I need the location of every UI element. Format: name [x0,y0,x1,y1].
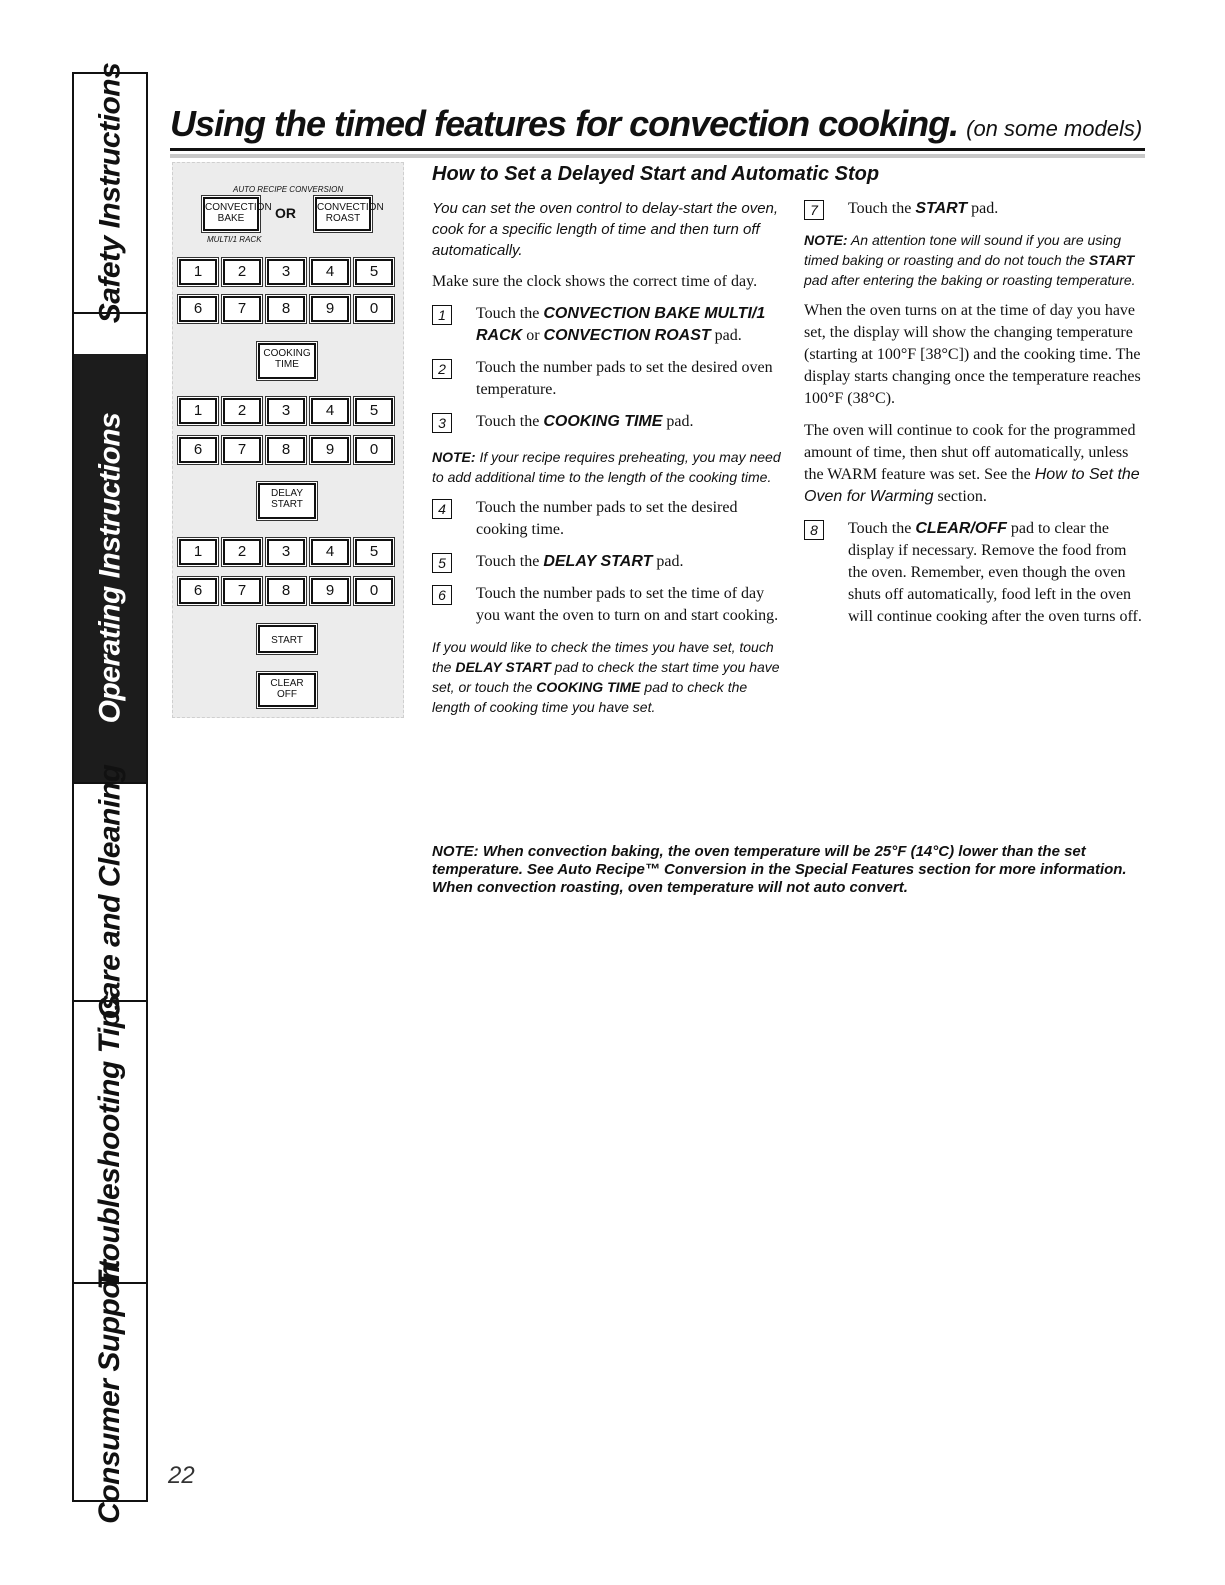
step-text: Touch the [476,553,544,570]
note-attention-tone [804,230,1142,290]
step-text: Touch the number pads to set the desired oven temperature. [476,359,773,398]
step-pad-name: CONVECTION ROAST [543,327,711,344]
step-7 [804,198,1142,220]
number-key-9[interactable]: 9 [311,296,349,322]
multi-rack-label: MULTI/1 RACK [207,235,262,244]
number-key-7[interactable]: 7 [223,578,261,604]
number-key-0[interactable]: 0 [355,296,393,322]
tab-troubleshooting-tips[interactable] [74,994,146,1290]
page-number: 22 [168,1462,195,1489]
step-number: 5 [432,553,452,573]
note-pad-name: COOKING TIME [536,679,641,695]
number-key-5[interactable]: 5 [355,398,393,424]
step-text: pad. [652,553,684,570]
clock-note: Make sure the clock shows the correct time of day. [432,273,758,290]
step-8 [804,518,1142,628]
tab-label: Safety Instructions [93,62,126,324]
delay-start-key[interactable]: DELAY START [258,483,316,519]
note-pad-name: START [1088,252,1135,268]
tab-label: Consumer Support [93,1260,127,1524]
step-text: or [522,327,544,344]
number-key-0[interactable]: 0 [355,578,393,604]
number-key-2[interactable]: 2 [223,398,261,424]
control-panel-illustration [172,162,404,718]
number-key-8[interactable]: 8 [267,578,305,604]
number-key-0[interactable]: 0 [355,437,393,463]
number-key-2[interactable]: 2 [223,539,261,565]
cooking-time-key[interactable]: COOKING TIME [258,343,316,379]
number-key-8[interactable]: 8 [267,296,305,322]
start-key[interactable]: START [258,625,316,653]
page-subtitle: (on some models) [966,116,1143,141]
step-number: 3 [432,413,452,433]
step-pad-name: CLEAR/OFF [915,520,1007,537]
number-key-4[interactable]: 4 [311,539,349,565]
note-text: An attention tone will sound if you are using timed baking or roasting and do not touch the [804,232,1121,268]
step-6 [432,583,782,627]
convection-roast-key[interactable]: CONVECTION ROAST [315,197,371,231]
number-key-4[interactable]: 4 [311,398,349,424]
number-key-8[interactable]: 8 [267,437,305,463]
check-times-note [432,637,782,717]
number-key-1[interactable]: 1 [179,259,217,285]
paragraph-text: The oven will continue to cook for the programmed amount of time, then shut off automatically, unless the WARM feature was set. See the [804,422,1136,483]
tab-care-and-cleaning[interactable] [74,764,146,1020]
instructions-column-left [432,198,782,727]
note-pad-name: DELAY START [455,659,551,675]
step-number: 8 [804,520,824,540]
number-key-9[interactable]: 9 [311,437,349,463]
step-text: pad. [662,413,694,430]
step-text: Touch the [848,520,916,537]
step-4 [432,497,782,541]
continue-paragraph [804,420,1142,508]
number-key-9[interactable]: 9 [311,578,349,604]
step-number: 7 [804,200,824,220]
number-key-6[interactable]: 6 [179,296,217,322]
number-key-6[interactable]: 6 [179,578,217,604]
step-text: pad. [967,200,999,217]
step-pad-name: DELAY START [543,553,653,570]
cross-reference-link[interactable]: How to Set the Oven for Warming [804,466,1140,505]
step-text: Touch the [476,413,544,430]
step-number: 4 [432,499,452,519]
page-title: Using the timed features for convection cooking. [170,103,959,144]
section-tab-bar [72,62,148,1524]
step-pad-name: START [915,200,968,217]
step-number: 6 [432,585,452,605]
step-text: Touch the number pads to set the time of day you want the oven to turn on and start cooking. [476,585,779,624]
number-key-4[interactable]: 4 [311,259,349,285]
paragraph-text: section. [933,488,987,505]
or-label: OR [275,205,296,221]
note-label: NOTE: [432,449,476,465]
step-2 [432,357,782,401]
convection-temperature-note: NOTE: When convection baking, the oven temperature will be 25°F (14°C) lower than the set temperature. See Auto Recipe™ Conversion in the Special Features section for more information. When convection roasting, oven temperature will not auto convert. [432,843,1127,896]
number-key-7[interactable]: 7 [223,296,261,322]
step-5 [432,551,782,573]
number-key-3[interactable]: 3 [267,398,305,424]
step-number: 2 [432,359,452,379]
note-label: NOTE: [804,232,848,248]
tab-label: Care and Cleaning [93,764,126,1020]
note-text: pad after entering the baking or roasting temperature. [804,272,1136,288]
section-heading: How to Set a Delayed Start and Automatic Stop [432,163,880,185]
note-preheating [432,447,782,487]
tab-safety-instructions[interactable] [74,62,146,324]
number-key-3[interactable]: 3 [267,539,305,565]
step-text: pad. [710,327,742,344]
page-header [170,103,1145,151]
header-rule [170,154,1145,158]
step-number: 1 [432,305,452,325]
intro-text: You can set the oven control to delay-start the oven, cook for a specific length of time and then turn off automatically. [432,200,779,259]
note-text: If you would like to check the times you have set, touch the [432,639,774,675]
auto-recipe-label: AUTO RECIPE CONVERSION [233,185,344,194]
convection-bake-key[interactable]: CONVECTION BAKE [203,197,259,231]
tab-operating-instructions[interactable] [74,354,146,784]
step-3 [432,411,782,433]
step-text: Touch the [476,305,544,322]
number-key-1[interactable]: 1 [179,398,217,424]
tab-label: Operating Instructions [93,412,127,724]
tab-label: Troubleshooting Tips [93,994,126,1290]
number-key-6[interactable]: 6 [179,437,217,463]
number-key-5[interactable]: 5 [355,539,393,565]
instructions-column-right [804,198,1142,638]
number-key-5[interactable]: 5 [355,259,393,285]
number-key-2[interactable]: 2 [223,259,261,285]
step-text: Touch the number pads to set the desired cooking time. [476,499,738,538]
display-paragraph: When the oven turns on at the time of day you have set, the display will show the changing temperature (starting at 100°F [38°C]) and the cooking time. The display starts changing once the temperature reaches 100°F (38°C). [804,302,1141,407]
step-text: pad to clear the display if necessary. Remove the food from the oven. Remember, even though the oven shuts off automatically, food left in the oven will continue cooking after the oven turns off. [848,520,1142,625]
number-key-3[interactable]: 3 [267,259,305,285]
clear-off-key[interactable]: CLEAR OFF [258,673,316,707]
tab-consumer-support[interactable] [74,1260,146,1524]
step-pad-name: COOKING TIME [543,413,663,430]
note-text: pad to check the length of cooking time you have set. [432,679,748,715]
step-1 [432,303,782,347]
step-text: Touch the [848,200,916,217]
number-key-7[interactable]: 7 [223,437,261,463]
step-pad-name: CONVECTION BAKE MULTI/1 RACK [476,305,766,344]
number-key-1[interactable]: 1 [179,539,217,565]
note-text: pad to check the start time you have set, or touch the [432,659,780,695]
note-text: If your recipe requires preheating, you may need to add additional time to the length of the cooking time. [432,449,781,485]
